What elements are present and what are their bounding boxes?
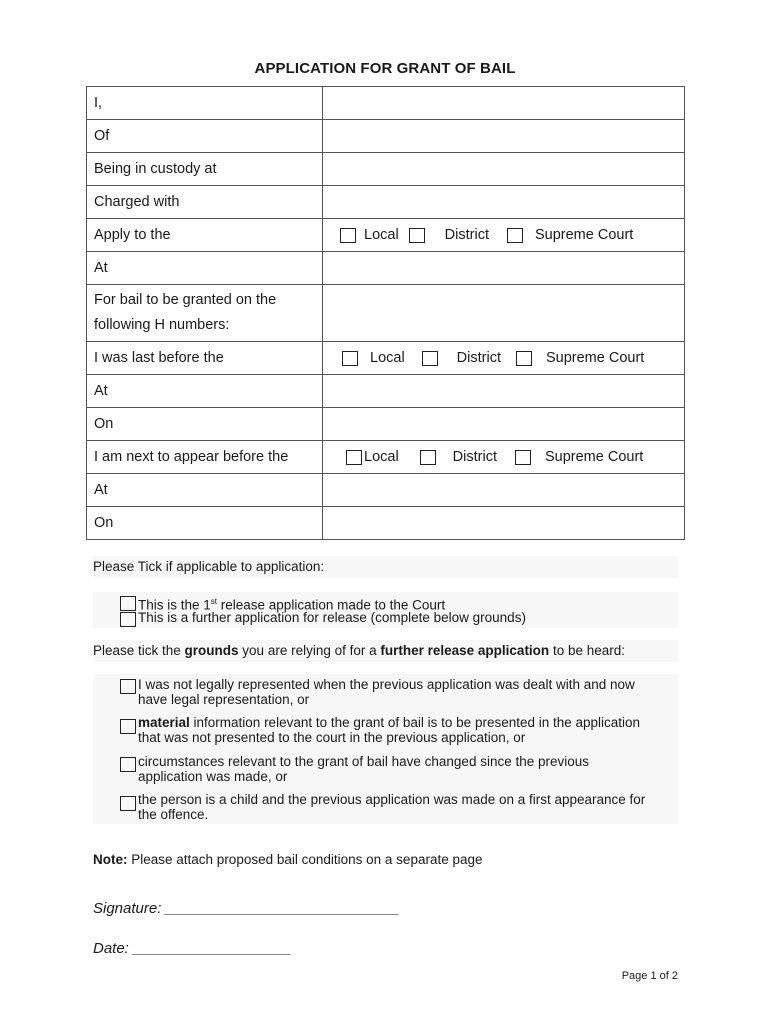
last-supreme-label: Supreme Court (545, 350, 645, 366)
next-local-label: Local (364, 449, 399, 465)
custody-label: Being in custody at (87, 153, 323, 186)
next-appear-options (323, 441, 685, 474)
at-label-2: At (87, 375, 323, 408)
ground-3-checkbox[interactable] (120, 757, 136, 772)
last-before-options (323, 342, 685, 375)
on-label-2: On (87, 507, 323, 540)
ground-2-text: material information relevant to the grant of bail is to be presented in the application that was not presented to the court in the previous application, or (138, 715, 641, 745)
last-before-label: I was last before the (87, 342, 323, 375)
ground-1-text: I was not legally represented when the previous application was dealt with and now have legal representation, or (138, 677, 635, 707)
apply-district-checkbox[interactable] (409, 228, 425, 243)
at-label-1: At (87, 252, 323, 285)
further-release-checkbox[interactable] (120, 612, 136, 627)
bail-application-table (86, 86, 685, 540)
ground-item-3 (120, 754, 589, 784)
at-field-2[interactable] (323, 375, 685, 408)
form-title: APPLICATION FOR GRANT OF BAIL (254, 60, 516, 77)
apply-local-label: Local (364, 227, 399, 243)
grounds-intro-text: Please tick the grounds you are relying of for a further release application to be heard: (93, 643, 625, 658)
last-district-label: District (456, 350, 501, 366)
apply-district-label: District (444, 227, 489, 243)
note-text: Note: Please attach proposed bail conditions on a separate page (93, 852, 483, 867)
tick-intro-text: Please Tick if applicable to application: (93, 559, 325, 574)
apply-supreme-checkbox[interactable] (507, 228, 523, 243)
ground-item-4 (120, 792, 645, 822)
on-field-1[interactable] (323, 408, 685, 441)
bail-numbers-field[interactable] (323, 285, 685, 342)
on-field-2[interactable] (323, 507, 685, 540)
release-option-further (120, 610, 526, 627)
last-local-label: Local (370, 350, 405, 366)
bail-numbers-label-line1: For bail to be granted on the (94, 292, 277, 308)
ground-item-1 (120, 677, 635, 707)
apply-to-label: Apply to the (87, 219, 323, 252)
bail-numbers-label (87, 285, 323, 342)
last-local-checkbox[interactable] (342, 351, 358, 366)
on-label-1: On (87, 408, 323, 441)
ground-2-checkbox[interactable] (120, 719, 136, 734)
charged-label: Charged with (87, 186, 323, 219)
at-field-1[interactable] (323, 252, 685, 285)
date-line[interactable]: Date: ___________________ (93, 940, 292, 957)
next-supreme-checkbox[interactable] (515, 450, 531, 465)
bail-numbers-label-line2: following H numbers: (94, 317, 230, 333)
of-label: Of (87, 120, 323, 153)
signature-line[interactable]: Signature: ____________________________ (93, 900, 400, 917)
next-district-label: District (452, 449, 497, 465)
ground-4-text: the person is a child and the previous application was made on a first appearance for the offence. (138, 792, 646, 822)
page-number: Page 1 of 2 (621, 970, 678, 982)
last-supreme-checkbox[interactable] (516, 351, 532, 366)
first-release-text: This is the 1st release application made to the Court (138, 597, 446, 613)
name-label: I, (87, 87, 323, 120)
next-district-checkbox[interactable] (420, 450, 436, 465)
at-field-3[interactable] (323, 474, 685, 507)
first-release-checkbox[interactable] (120, 596, 136, 611)
charges-field[interactable] (323, 186, 685, 219)
name-field[interactable] (323, 87, 685, 120)
address-field[interactable] (323, 120, 685, 153)
at-label-3: At (87, 474, 323, 507)
next-local-checkbox[interactable] (346, 450, 362, 465)
apply-supreme-label: Supreme Court (534, 227, 634, 243)
custody-field[interactable] (323, 153, 685, 186)
further-release-text: This is a further application for release (complete below grounds) (138, 610, 526, 625)
last-district-checkbox[interactable] (422, 351, 438, 366)
next-appear-label: I am next to appear before the (87, 441, 323, 474)
ground-3-text: circumstances relevant to the grant of bail have changed since the previous application was made, or (138, 754, 590, 784)
ground-4-checkbox[interactable] (120, 796, 136, 811)
ground-item-2 (120, 715, 640, 745)
next-supreme-label: Supreme Court (544, 449, 644, 465)
apply-local-checkbox[interactable] (340, 228, 356, 243)
ground-1-checkbox[interactable] (120, 679, 136, 694)
apply-to-options (323, 219, 685, 252)
